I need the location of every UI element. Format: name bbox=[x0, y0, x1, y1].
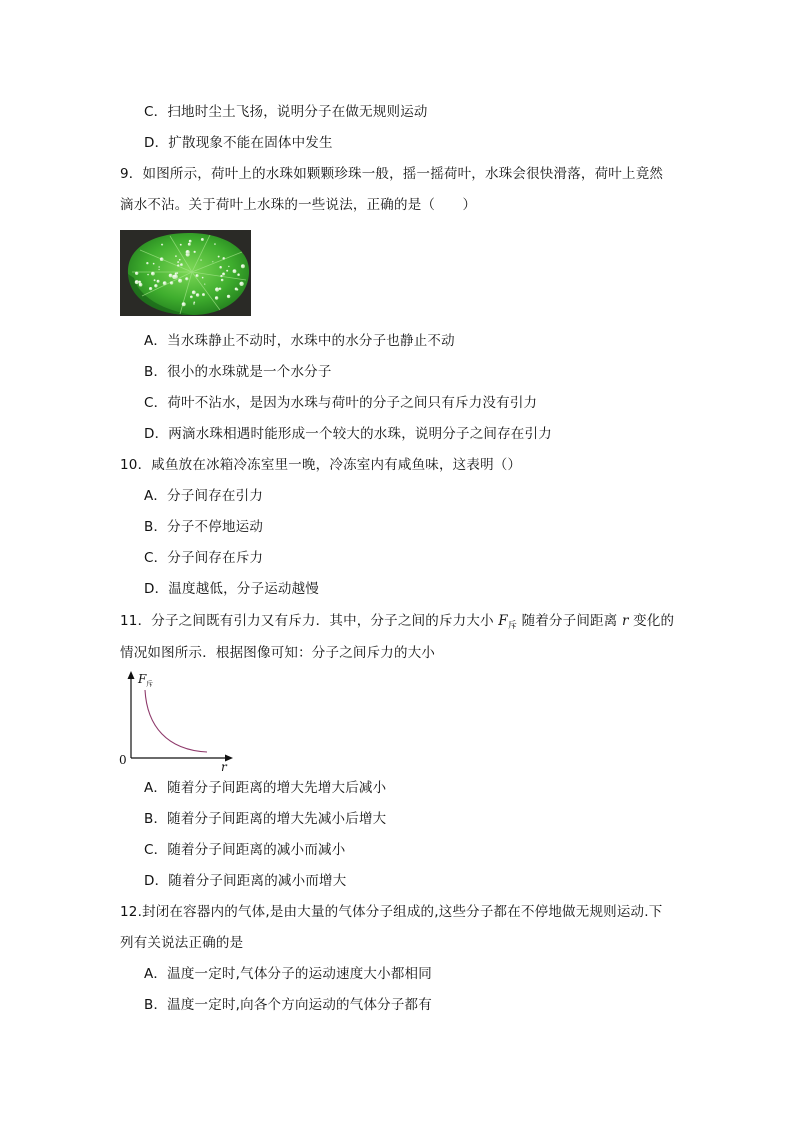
q12-stem-line2: 列有关说法正确的是 bbox=[120, 935, 244, 951]
q9-option-b: B．很小的水珠就是一个水分子 bbox=[144, 364, 332, 380]
q11-option-c: C．随着分子间距离的减小而减小 bbox=[144, 842, 346, 858]
q10-option-d: D．温度越低，分子运动越慢 bbox=[144, 581, 319, 597]
water-droplet bbox=[170, 281, 173, 284]
q12-stem-line1: 12.封闭在容器内的气体,是由大量的气体分子组成的,这些分子都在不停地做无规则运动.下 bbox=[120, 904, 663, 920]
water-droplet bbox=[228, 266, 229, 267]
water-droplet bbox=[151, 272, 155, 276]
water-droplet bbox=[175, 255, 177, 257]
water-droplet bbox=[222, 273, 225, 276]
water-droplet bbox=[135, 272, 138, 275]
q9-option-a: A．当水珠静止不动时，水珠中的水分子也静止不动 bbox=[144, 333, 455, 349]
q12-option-a: A．温度一定时,气体分子的运动速度大小都相同 bbox=[144, 966, 432, 982]
q9-option-d: D．两滴水珠相遇时能形成一个较大的水珠，说明分子之间存在引力 bbox=[144, 426, 552, 442]
q11-option-d: D．随着分子间距离的减小而增大 bbox=[144, 873, 347, 889]
q11-distance-symbol: r bbox=[621, 613, 629, 629]
q11-option-a: A．随着分子间距离的增大先增大后减小 bbox=[144, 780, 387, 796]
q8-option-d: D．扩散现象不能在固体中发生 bbox=[144, 135, 333, 151]
y-axis-label-subscript: 斥 bbox=[146, 680, 153, 688]
water-droplet bbox=[188, 243, 191, 246]
force-curve bbox=[145, 690, 207, 752]
q9-option-c: C．荷叶不沾水，是因为水珠与荷叶的分子之间只有斥力没有引力 bbox=[144, 395, 538, 411]
water-droplet bbox=[174, 274, 178, 278]
water-droplet bbox=[235, 271, 237, 273]
y-axis-arrow-icon bbox=[128, 671, 135, 679]
water-droplet bbox=[220, 275, 222, 277]
water-droplet bbox=[219, 288, 222, 291]
q11-force-symbol: F bbox=[498, 613, 508, 629]
water-droplet bbox=[215, 296, 218, 299]
q8-option-c: C．扫地时尘土飞扬，说明分子在做无规则运动 bbox=[144, 104, 428, 120]
water-droplet bbox=[139, 283, 143, 287]
water-droplet bbox=[218, 256, 220, 258]
q12-option-b: B．温度一定时,向各个方向运动的气体分子都有 bbox=[144, 997, 432, 1013]
water-droplet bbox=[223, 257, 226, 260]
q11-option-b: B．随着分子间距离的增大先减小后增大 bbox=[144, 811, 387, 827]
water-droplet bbox=[161, 244, 163, 246]
water-droplet bbox=[215, 287, 219, 291]
water-droplet bbox=[177, 261, 179, 263]
water-droplet bbox=[190, 296, 193, 299]
water-droplet bbox=[201, 238, 204, 241]
lotus-leaf-photo bbox=[120, 230, 251, 316]
water-droplet bbox=[157, 280, 160, 283]
water-droplet bbox=[186, 250, 190, 254]
water-droplet bbox=[179, 259, 181, 261]
q10-stem: 10．咸鱼放在冰箱冷冻室里一晚，冷冻室内有咸鱼味，这表明（） bbox=[120, 457, 522, 473]
water-droplet bbox=[202, 293, 205, 296]
water-droplet bbox=[180, 244, 182, 246]
origin-label: 0 bbox=[119, 753, 127, 767]
water-droplet bbox=[237, 273, 240, 276]
water-droplet bbox=[135, 280, 139, 284]
water-droplet bbox=[194, 251, 196, 253]
q9-stem-line1: 9．如图所示，荷叶上的水珠如颗颗珍珠一般，摇一摇荷叶，水珠会很快滑落，荷叶上竟然 bbox=[120, 166, 664, 182]
water-droplet bbox=[180, 263, 183, 266]
x-axis-label: r bbox=[221, 760, 227, 774]
q10-option-c: C．分子间存在斥力 bbox=[144, 550, 264, 566]
water-droplet bbox=[236, 289, 238, 291]
water-droplet bbox=[192, 291, 196, 295]
q11-stem-line1 bbox=[120, 611, 674, 636]
water-droplet bbox=[196, 293, 199, 296]
water-droplet bbox=[202, 277, 204, 279]
water-droplet bbox=[185, 277, 188, 280]
water-droplet bbox=[227, 295, 230, 298]
water-droplet bbox=[163, 281, 167, 285]
water-droplet bbox=[158, 266, 160, 268]
water-droplet bbox=[182, 302, 186, 306]
water-droplet bbox=[241, 264, 245, 268]
water-droplet bbox=[219, 266, 222, 269]
water-droplet bbox=[200, 259, 201, 260]
q11-stem-line2: 情况如图所示．根据图像可知：分子之间斥力的大小 bbox=[120, 645, 436, 661]
q10-option-b: B．分子不停地运动 bbox=[144, 519, 264, 535]
water-droplet bbox=[154, 279, 156, 281]
q11-stem-part-c: 变化的 bbox=[633, 613, 675, 629]
water-droplet bbox=[147, 274, 149, 276]
water-droplet bbox=[154, 284, 157, 287]
water-droplet bbox=[221, 279, 224, 282]
water-droplet bbox=[153, 263, 155, 265]
water-droplet bbox=[169, 274, 173, 278]
water-droplet bbox=[196, 274, 199, 277]
water-droplet bbox=[212, 261, 213, 262]
q11-force-subscript: 斥 bbox=[507, 621, 518, 631]
water-droplet bbox=[193, 302, 195, 304]
repulsive-force-graph bbox=[117, 668, 237, 774]
water-droplet bbox=[189, 240, 192, 243]
water-droplet bbox=[226, 270, 228, 272]
water-droplet bbox=[193, 303, 195, 305]
y-axis-label: F bbox=[138, 672, 147, 686]
q10-option-a: A．分子间存在引力 bbox=[144, 488, 264, 504]
water-droplet bbox=[149, 287, 152, 290]
water-droplet bbox=[177, 264, 179, 266]
water-droplet bbox=[159, 269, 160, 270]
water-droplet bbox=[178, 279, 182, 283]
q9-stem-line2: 滴水不沾。关于荷叶上水珠的一些说法，正确的是（ ） bbox=[120, 197, 477, 213]
water-droplet bbox=[239, 282, 243, 286]
water-droplet bbox=[146, 262, 148, 264]
q11-stem-part-a: 11．分子之间既有引力又有斥力．其中，分子之间的斥力大小 bbox=[120, 613, 494, 629]
water-droplet bbox=[204, 284, 205, 285]
q11-stem-part-b: 随着分子间距离 bbox=[521, 613, 618, 629]
water-droplet bbox=[214, 243, 216, 245]
water-droplet bbox=[160, 257, 164, 261]
